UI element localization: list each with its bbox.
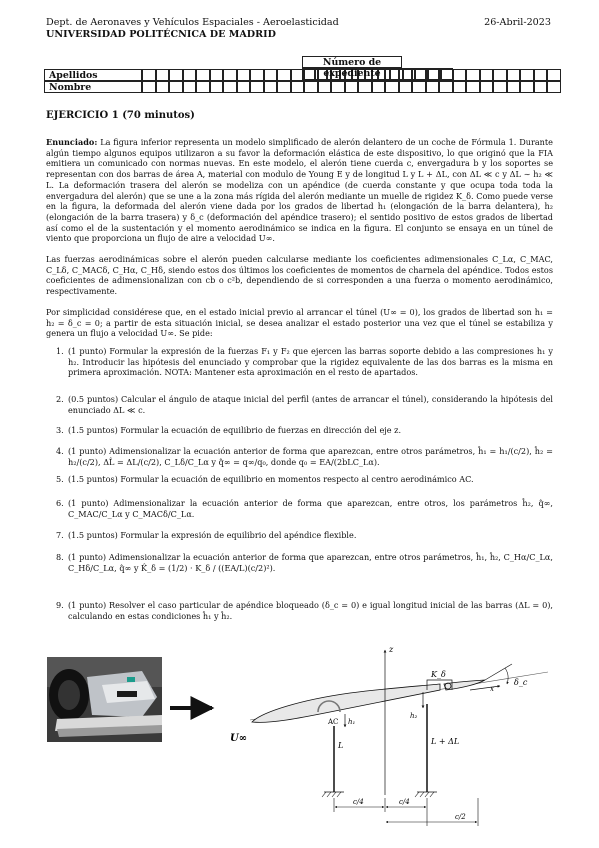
apellidos-box[interactable] — [169, 69, 183, 81]
apellidos-box[interactable] — [466, 69, 480, 81]
enunciado-label: Enunciado: — [46, 137, 98, 147]
dim-c4-rear: c/4 — [399, 798, 410, 806]
apellidos-box[interactable] — [237, 69, 251, 81]
rear-ground — [415, 792, 437, 797]
nombre-box[interactable] — [196, 81, 210, 93]
apellidos-box[interactable] — [156, 69, 170, 81]
apellidos-box[interactable] — [520, 69, 534, 81]
nombre-box[interactable] — [264, 81, 278, 93]
nombre-box[interactable] — [493, 81, 507, 93]
apellidos-box[interactable] — [493, 69, 507, 81]
statement-text-1: La figura inferior representa un modelo simplificado de alerón delantero de un coche de Fórmula 1. Durante algún tiempo algunos equipos utilizaron a su favor la deformación elástica de este dispositivo, lo que originó que la FIA emitiera un comunicado con normas nuevas. En este modelo, el alerón tiene cuerda c, envergadura b y los soportes se representan con dos barras de área A, material con modulo de Young E y de longitud L y L + ΔL, con ΔL ≪ c y ΔL ∼ h₂ ≪ L. La deformación trasera del alerón se modeliza con un apéndice (de cuerda constante y que ocupa toda toda la envergadura del alerón) que se une a la zona más rígida del alerón mediante un muelle de rigidez K_δ. Como puede verse en la figura, la deformada del alerón viene dada por los grados de libertad h₁ (elongación de la barra delantera), h₂ (elongación de la barra trasera) y δ_c (deformación del apéndice trasero); el sentido positivo de estos grados de libertad así como el de la sustentación y el momento aerodinámico se indica en la figura. El conjunto se ensaya en un túnel de viento que proporciona un flujo de aire a velocidad U∞. — [46, 137, 553, 244]
front-ground — [322, 792, 344, 797]
nombre-box[interactable] — [520, 81, 534, 93]
nombre-box[interactable] — [385, 81, 399, 93]
nombre-box[interactable] — [534, 81, 548, 93]
velocity-label: U∞ — [230, 733, 248, 744]
university-line: UNIVERSIDAD POLITÉCNICA DE MADRID — [46, 29, 276, 40]
nombre-box[interactable] — [426, 81, 440, 93]
question-item: 9. (1 punto) Resolver el caso particular de apéndice bloqueado (δ_c = 0) e igual longitud inicial de las barras (ΔL = 0), calculando en estas condiciones ĥ₁ y ĥ₂. — [56, 600, 553, 621]
apellidos-box[interactable] — [196, 69, 210, 81]
nombre-box[interactable] — [237, 81, 251, 93]
apellidos-box[interactable] — [399, 69, 413, 81]
apellidos-box[interactable] — [223, 69, 237, 81]
exam-date: 26-Abril-2023 — [484, 17, 551, 28]
nombre-box[interactable] — [250, 81, 264, 93]
apellidos-box[interactable] — [507, 69, 521, 81]
department-line: Dept. de Aeronaves y Vehículos Espaciales - Aeroelasticidad — [46, 17, 339, 28]
question-item: 8. (1 punto) Adimensionalizar la ecuación anterior de forma que aparezcan, entre otros parámetros, ĥ₁, ĥ₂, C_Hα/C_Lα, C_Hδ/C_Lα, q̂∞ y K̂_δ = (1/2) · K_δ / ((EA/L)(c/2)²). — [56, 552, 553, 573]
x-label: x — [490, 685, 494, 693]
apellidos-box[interactable] — [142, 69, 156, 81]
nombre-box[interactable] — [331, 81, 345, 93]
h2-label: h₂ — [410, 712, 418, 720]
question-item: 7. (1.5 puntos) Formular la expresión de equilibrio del apéndice flexible. — [56, 530, 357, 540]
exercise-title: EJERCICIO 1 (70 minutos) — [46, 110, 195, 121]
nombre-label: Nombre — [49, 82, 92, 93]
apellidos-box[interactable] — [277, 69, 291, 81]
apellidos-box[interactable] — [439, 69, 453, 81]
apellidos-box[interactable] — [291, 69, 305, 81]
delta-label: δ_c — [514, 678, 528, 687]
apellidos-box[interactable] — [453, 69, 467, 81]
question-item: 5. (1.5 puntos) Formular la ecuación de equilibrio en momentos respecto al centro aerodinámico AC. — [56, 474, 474, 484]
nombre-box[interactable] — [223, 81, 237, 93]
nombre-box[interactable] — [466, 81, 480, 93]
question-item: 3. (1.5 puntos) Formular la ecuación de equilibrio de fuerzas en dirección del eje z. — [56, 425, 402, 435]
wing-schematic — [46, 640, 556, 840]
nombre-box[interactable] — [304, 81, 318, 93]
nombre-box[interactable] — [547, 81, 561, 93]
nombre-box[interactable] — [210, 81, 224, 93]
nombre-box[interactable] — [156, 81, 170, 93]
z-label: z — [389, 645, 394, 654]
nombre-box[interactable] — [372, 81, 386, 93]
nombre-box[interactable] — [412, 81, 426, 93]
nombre-box[interactable] — [277, 81, 291, 93]
nombre-box[interactable] — [480, 81, 494, 93]
ac-label: AC — [328, 718, 339, 726]
nombre-box[interactable] — [169, 81, 183, 93]
delta-arc — [505, 668, 508, 684]
header — [46, 17, 339, 41]
statement-paragraph-2: Las fuerzas aerodinámicas sobre el alerón pueden calcularse mediante los coeficientes adimensionales C_Lα, C_MAC, C_Lδ, C_MACδ, C_Hα, C_Hδ, siendo estos dos últimos los coeficientes de momentos de charnela del apéndice. Todos estos coeficientes de adimensionalizan con cb o c²b, dependiendo de si corresponden a una fuerza o momento aerodinámico, respectivamente. — [46, 254, 553, 297]
nombre-box[interactable] — [453, 81, 467, 93]
apellidos-box[interactable] — [210, 69, 224, 81]
nombre-box[interactable] — [345, 81, 359, 93]
nombre-box[interactable] — [439, 81, 453, 93]
front-bar-length: L — [338, 741, 344, 750]
apellidos-box[interactable] — [426, 69, 440, 81]
expediente-label: Número de expediente — [322, 57, 382, 79]
question-item: 6. (1 punto) Adimensionalizar la ecuación anterior de forma que aparezcan, entre otros, los parámetros ĥ₂, q̂∞, C_MAC/C_Lα y C_MACδ/C_Lα. — [56, 498, 553, 519]
apellidos-label: Apellidos — [49, 70, 98, 81]
dim-c4-front: c/4 — [353, 798, 364, 806]
nombre-box[interactable] — [507, 81, 521, 93]
apellidos-box[interactable] — [183, 69, 197, 81]
nombre-box[interactable] — [183, 81, 197, 93]
statement-paragraph-1 — [46, 137, 553, 244]
nombre-box[interactable] — [399, 81, 413, 93]
apellidos-box[interactable] — [547, 69, 561, 81]
question-item: 4. (1 punto) Adimensionalizar la ecuación anterior de forma que aparezcan, entre otros parámetros, ĥ₁ = h₁/(c/2), ĥ₂ = h₂/(c/2), ΔL̂ = ΔL/(c/2), C_Lδ/C_Lα y q̂∞ = q∞/q₀, donde q₀ = EA/(2bLC_Lα). — [56, 446, 553, 467]
nombre-box[interactable] — [291, 81, 305, 93]
question-item: 1. (1 punto) Formular la expresión de la fuerzas F₁ y F₂ que ejercen las barras soporte debido a las compresiones h₁ y h₂. Introducir las hipótesis del enunciado y comprobar que la rigidez equivalente de las dos barras es la misma en primera aproximación. NOTA: Mantener esta aproximación en el resto de apartados. — [56, 346, 553, 378]
nombre-box[interactable] — [142, 81, 156, 93]
apellidos-box[interactable] — [534, 69, 548, 81]
statement-paragraph-3: Por simplicidad considérese que, en el estado inicial previo al arrancar el túnel (U∞ = 0), los grados de libertad son h₁ = h₂ = δ_c = 0; a partir de esta situación inicial, se desea analizar el estado posterior una vez que el túnel se estabiliza y genera un flujo a velocidad U∞. Se pide: — [46, 307, 553, 339]
nombre-box[interactable] — [318, 81, 332, 93]
dim-c2: c/2 — [455, 813, 466, 821]
apellidos-box[interactable] — [264, 69, 278, 81]
spring-label: K_δ — [431, 670, 446, 679]
rear-bar-length: L + ΔL — [431, 737, 460, 746]
question-item: 2. (0.5 puntos) Calcular el ángulo de ataque inicial del perfil (antes de arrancar el túnel), considerando la hipótesis del enunciado ΔL ≪ c. — [56, 394, 553, 415]
apellidos-box[interactable] — [480, 69, 494, 81]
nombre-box[interactable] — [358, 81, 372, 93]
x-axis — [470, 686, 500, 690]
apellidos-box[interactable] — [412, 69, 426, 81]
apellidos-box[interactable] — [250, 69, 264, 81]
h1-label: h₁ — [348, 718, 356, 726]
